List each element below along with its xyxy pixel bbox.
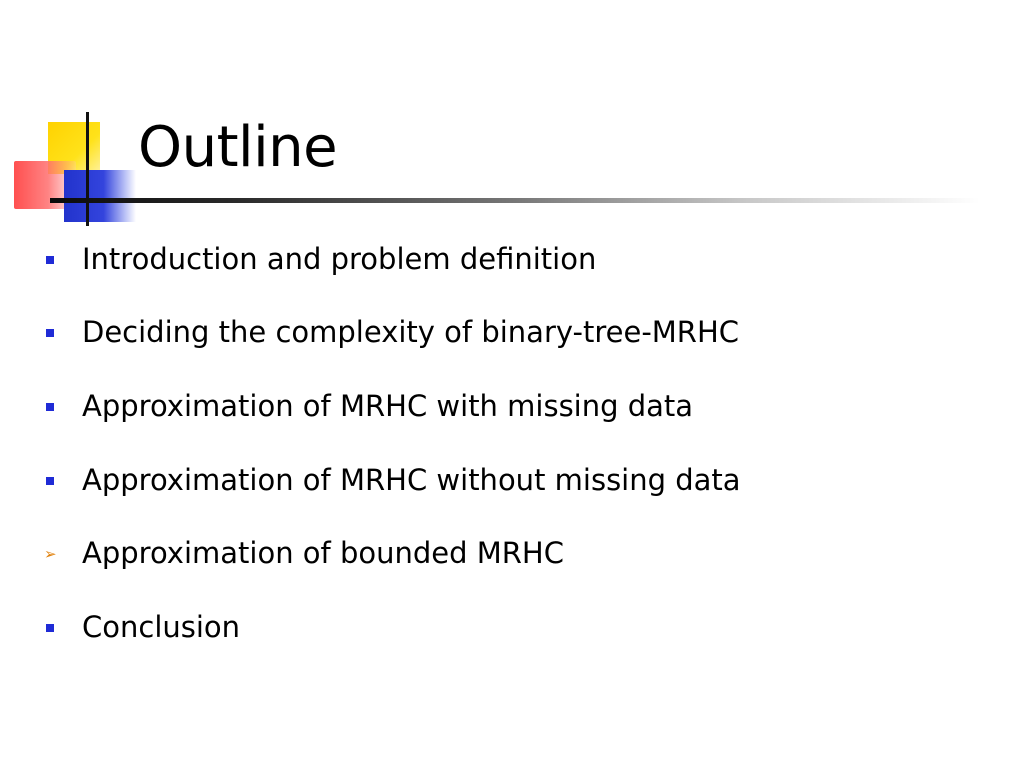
vertical-rule [86, 112, 89, 226]
bullet-item [0, 458, 1000, 498]
square-bullet-icon [46, 624, 54, 632]
square-bullet-icon [46, 256, 54, 264]
bullet-text: Approximation of bounded MRHC [82, 536, 564, 570]
bullet-text: Approximation of MRHC with missing data [82, 389, 694, 423]
bullet-item [0, 384, 1000, 424]
arrow-bullet-icon: ➢ [44, 545, 57, 563]
bullet-item-current [0, 531, 1000, 571]
square-bullet-icon [46, 329, 54, 337]
title-underline-rule [50, 198, 980, 203]
bullet-text: Conclusion [82, 610, 241, 644]
slide-logo-decoration [0, 0, 160, 240]
bullet-text: Introduction and problem definition [82, 242, 597, 276]
square-bullet-icon [46, 403, 54, 411]
slide-title: Outline [138, 115, 338, 180]
bullet-item [0, 237, 1000, 277]
blue-square-decoration [64, 170, 136, 222]
bullet-item [0, 310, 1000, 350]
square-bullet-icon [46, 477, 54, 485]
bullet-item [0, 605, 1000, 645]
bullet-text: Deciding the complexity of binary-tree-MRHC [82, 315, 740, 349]
bullet-text: Approximation of MRHC without missing data [82, 463, 741, 497]
